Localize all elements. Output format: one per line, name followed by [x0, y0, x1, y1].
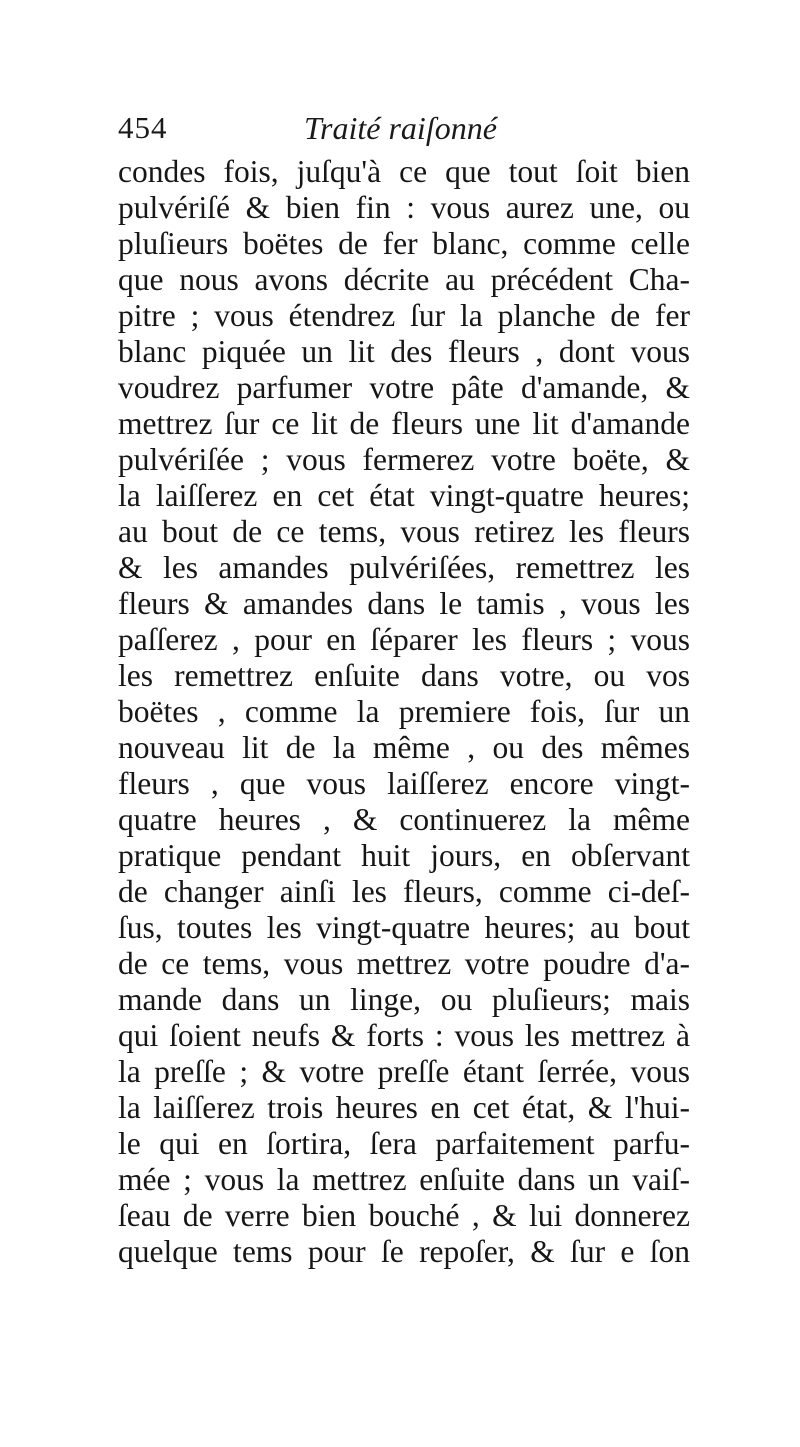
- text-line: & les amandes pulvériſées, remettrez les: [118, 550, 690, 585]
- text-line: les remettrez enſuite dans votre, ou vos: [118, 658, 690, 693]
- text-line: mettrez ſur ce lit de fleurs une lit d'amande: [118, 406, 690, 441]
- text-line: paſſerez , pour en ſéparer les fleurs ; vous: [118, 622, 690, 657]
- text-line: la laiſſerez en cet état vingt-quatre heures;: [118, 478, 690, 513]
- text-line: quatre heures , & continuerez la même: [118, 802, 690, 837]
- running-title: Traité raiſonné: [304, 110, 497, 146]
- text-line: nouveau lit de la même , ou des mêmes: [118, 730, 690, 765]
- text-line: au bout de ce tems, vous retirez les fleurs: [118, 514, 690, 549]
- text-line: pitre ; vous étendrez ſur la planche de fer: [118, 298, 690, 333]
- text-line: ſeau de verre bien bouché , & lui donnerez: [118, 1198, 690, 1233]
- text-line: le qui en ſortira, ſera parfaitement parfu-: [118, 1126, 690, 1161]
- page-number: 454: [118, 110, 168, 145]
- text-line: que nous avons décrite au précédent Cha-: [118, 262, 690, 297]
- page-header: [118, 110, 698, 158]
- text-line: pluſieurs boëtes de fer blanc, comme celle: [118, 226, 690, 261]
- text-line: pulvériſée ; vous fermerez votre boëte, &: [118, 442, 690, 477]
- text-line: boëtes , comme la premiere fois, ſur un: [118, 694, 690, 729]
- text-line: de ce tems, vous mettrez votre poudre d'a-: [118, 946, 690, 981]
- text-line: ſus, toutes les vingt-quatre heures; au bout: [118, 910, 690, 945]
- text-line: pulvériſé & bien fin : vous aurez une, ou: [118, 190, 690, 225]
- text-line: fleurs & amandes dans le tamis , vous les: [118, 586, 690, 621]
- text-line: blanc piquée un lit des fleurs , dont vous: [118, 334, 690, 369]
- text-line: mande dans un linge, ou pluſieurs; mais: [118, 982, 690, 1017]
- text-line: mée ; vous la mettrez enſuite dans un vaiſ-: [118, 1162, 690, 1197]
- text-line: condes fois, juſqu'à ce que tout ſoit bien: [118, 154, 690, 189]
- text-line: fleurs , que vous laiſſerez encore vingt-: [118, 766, 690, 801]
- text-line: qui ſoient neufs & forts : vous les mettrez à: [118, 1018, 690, 1053]
- body-text: [118, 154, 690, 1270]
- text-line: quelque tems pour ſe repoſer, & ſur e ſon: [118, 1234, 690, 1269]
- text-line: la preſſe ; & votre preſſe étant ſerrée, vous: [118, 1054, 690, 1089]
- text-line: pratique pendant huit jours, en obſervant: [118, 838, 690, 873]
- text-line: de changer ainſi les fleurs, comme ci-deſ-: [118, 874, 690, 909]
- text-line: voudrez parfumer votre pâte d'amande, &: [118, 370, 690, 405]
- text-line: la laiſſerez trois heures en cet état, & l'hui-: [118, 1090, 690, 1125]
